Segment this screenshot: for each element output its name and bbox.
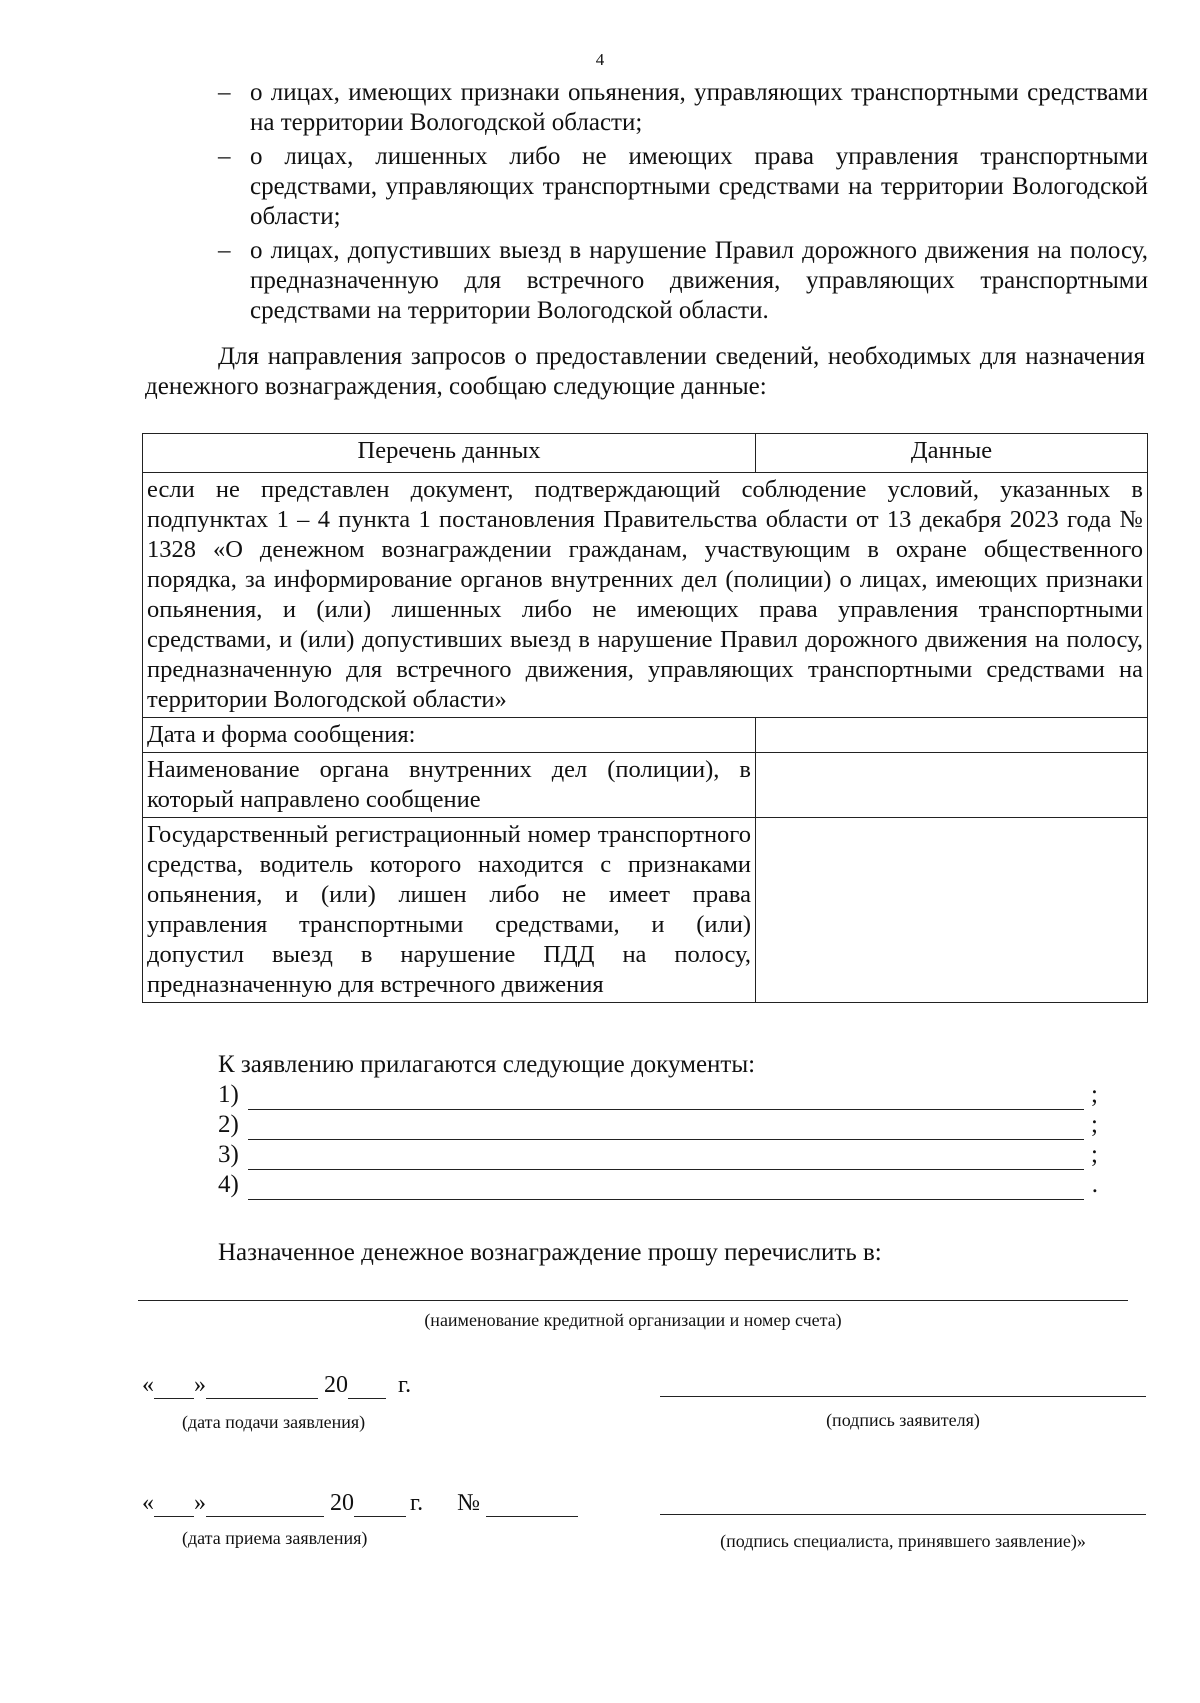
attachment-number: 3) [218, 1141, 239, 1168]
transfer-request-text: Назначенное денежное вознаграждение прошу перечислить в: [218, 1239, 882, 1266]
attachment-item [218, 1140, 1098, 1170]
attachment-punctuation: ; [1091, 1141, 1098, 1168]
reception-date-caption: (дата приема заявления) [182, 1528, 368, 1548]
open-quote: « [142, 1490, 154, 1516]
table-header-row [143, 434, 1148, 473]
dash-marker: – [218, 143, 231, 170]
attachments-title: К заявлению прилагаются следующие документы: [218, 1051, 756, 1078]
table-row [143, 473, 1148, 718]
attachment-punctuation: ; [1091, 1111, 1098, 1138]
header-data: Данные [756, 434, 1148, 473]
bullet-item-no-license [218, 142, 1148, 232]
year-prefix: 20 [330, 1490, 354, 1516]
applicant-signature-caption: (подпись заявителя) [826, 1410, 980, 1430]
attachment-blank-field[interactable] [248, 1175, 1084, 1200]
date-form-value-cell[interactable] [756, 718, 1148, 753]
attachment-punctuation: . [1091, 1171, 1098, 1198]
table-row [143, 718, 1148, 753]
header-list-of-data: Перечень данных [143, 434, 756, 473]
close-quote: » [194, 1372, 206, 1398]
number-sign: № [457, 1490, 481, 1516]
attachment-blank-field[interactable] [248, 1115, 1084, 1140]
intro-paragraph: Для направления запросов о предоставлении сведений, необходимых для назначения денежного вознаграждения, сообщаю следующие данные: [145, 343, 1145, 400]
bullet-list [218, 78, 1148, 330]
attachment-item [218, 1110, 1098, 1140]
authority-value-cell[interactable] [756, 753, 1148, 818]
vehicle-number-label: Государственный регистрационный номер транспортного средства, водитель которого находится с признаками опьянения, и (или) лишен либо не имеет права управления транспортными средствами, и (или) допустил выезд в нарушение ПДД на полосу, предназначенную для встречного движения [143, 818, 756, 1003]
registration-number-field[interactable] [486, 1494, 578, 1517]
condition-cell: если не представлен документ, подтверждающий соблюдение условий, указанных в подпунктах 1 – 4 пункта 1 постановления Правительства области от 13 декабря 2023 года № 1328 «О денежном вознаграждении гражданам, участвующим в охране общественного порядка, за информирование органов внутренних дел (полиции) о лицах, имеющих признаки опьянения, и (или) лишенных либо не имеющих права управления транспортными средствами, и (или) допустивших выезд в нарушение Правил дорожного движения на полосу, предназначенную для встречного движения, управляющих транспортными средствами на территории Вологодской области» [143, 473, 1148, 718]
attachment-number: 2) [218, 1111, 239, 1138]
open-quote: « [142, 1372, 154, 1398]
year-prefix: 20 [324, 1372, 348, 1398]
bullet-text: о лицах, имеющих признаки опьянения, управляющих транспортными средствами на территории Вологодской области; [250, 79, 1148, 136]
applicant-signature-field[interactable] [660, 1396, 1146, 1397]
day-blank-field[interactable] [154, 1376, 194, 1399]
bullet-text: о лицах, лишенных либо не имеющих права управления транспортными средствами, управляющих транспортными средствами на территории Вологодской области; [250, 143, 1148, 230]
dash-marker: – [218, 79, 231, 106]
page-number: 4 [595, 50, 605, 69]
bank-account-blank-field[interactable] [138, 1300, 1128, 1301]
bullet-item-intoxicated [218, 78, 1148, 138]
authority-label: Наименование органа внутренних дел (полиции), в который направлено сообщение [143, 753, 756, 818]
specialist-signature-caption: (подпись специалиста, принявшего заявление)» [720, 1531, 1086, 1551]
bullet-item-oncoming-lane [218, 236, 1148, 326]
attachments-section [218, 1050, 1098, 1200]
attachment-punctuation: ; [1091, 1081, 1098, 1108]
year-suffix: г. [398, 1372, 412, 1398]
close-quote: » [194, 1490, 206, 1516]
submission-date-row [142, 1372, 411, 1399]
bank-account-caption: (наименование кредитной организации и номер счета) [424, 1310, 842, 1330]
attachment-number: 1) [218, 1081, 239, 1108]
dash-marker: – [218, 237, 231, 264]
attachment-item [218, 1170, 1098, 1200]
bullet-text: о лицах, допустивших выезд в нарушение Правил дорожного движения на полосу, предназначенную для встречного движения, управляющих транспортными средствами на территории Вологодской области. [250, 237, 1148, 324]
submission-date-caption: (дата подачи заявления) [182, 1412, 366, 1432]
date-form-label: Дата и форма сообщения: [143, 718, 756, 753]
specialist-signature-field[interactable] [660, 1514, 1146, 1515]
day-blank-field[interactable] [154, 1494, 194, 1517]
year-suffix: г. [410, 1490, 424, 1516]
vehicle-number-value-cell[interactable] [756, 818, 1148, 1003]
table-row [143, 753, 1148, 818]
attachment-item [218, 1080, 1098, 1110]
month-blank-field[interactable] [206, 1494, 324, 1517]
year-blank-field[interactable] [348, 1376, 386, 1399]
table-row [143, 818, 1148, 1003]
attachment-number: 4) [218, 1171, 239, 1198]
reception-date-row [142, 1490, 578, 1517]
attachment-blank-field[interactable] [248, 1085, 1084, 1110]
year-blank-field[interactable] [354, 1494, 406, 1517]
attachment-blank-field[interactable] [248, 1145, 1084, 1170]
data-table [142, 433, 1148, 1003]
month-blank-field[interactable] [206, 1376, 318, 1399]
